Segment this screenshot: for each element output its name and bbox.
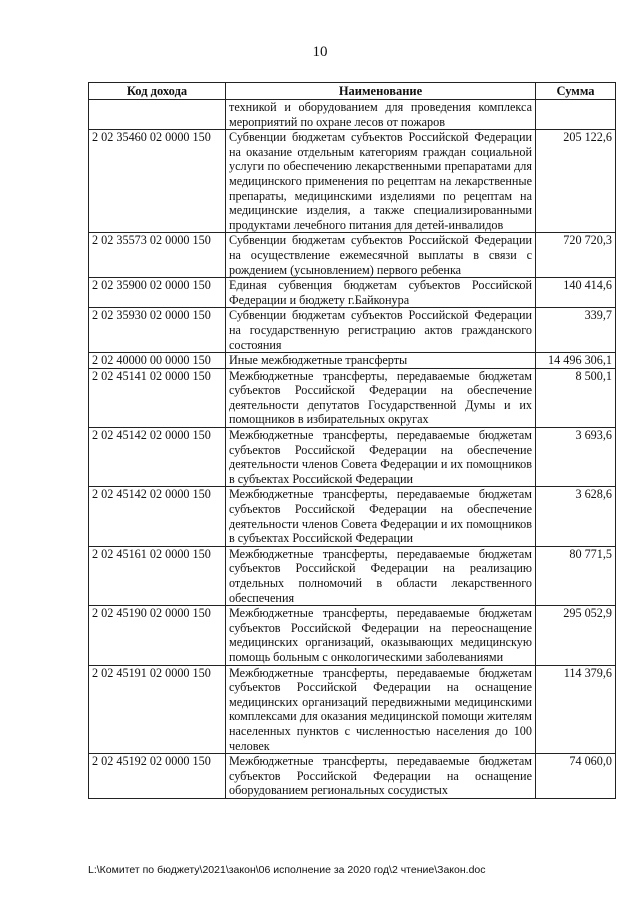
row-name: Межбюджетные трансферты, передаваемые бюджетам субъектов Российской Федерации на обеспечение деятельности членов Совета Федерации и их помощников в субъектах Российской Федерации <box>226 487 536 546</box>
row-code: 2 02 45192 02 0000 150 <box>89 754 226 799</box>
row-code: 2 02 35460 02 0000 150 <box>89 130 226 233</box>
row-name: Иные межбюджетные трансферты <box>226 353 536 369</box>
header-name: Наименование <box>226 83 536 100</box>
row-sum: 14 496 306,1 <box>536 353 616 369</box>
table-row <box>89 278 616 308</box>
table-row <box>89 308 616 353</box>
row-sum: 720 720,3 <box>536 233 616 278</box>
header-code: Код дохода <box>89 83 226 100</box>
row-sum: 114 379,6 <box>536 665 616 754</box>
row-code: 2 02 45191 02 0000 150 <box>89 665 226 754</box>
row-name: Субвенции бюджетам субъектов Российской Федерации на оказание отдельным категориям граждан социальной услуги по обеспечению лекарственными препаратами для медицинского применения по рецептам на лекарственные препараты, медицинскими изделиями по рецептам на медицинские изделия, а также специализированными продуктами лечебного питания для детей-инвалидов <box>226 130 536 233</box>
revenue-table <box>88 82 616 799</box>
table-row <box>89 546 616 605</box>
row-name: Межбюджетные трансферты, передаваемые бюджетам субъектов Российской Федерации на оснащение оборудованием региональных сосудистых <box>226 754 536 799</box>
row-code: 2 02 45142 02 0000 150 <box>89 487 226 546</box>
row-sum: 8 500,1 <box>536 368 616 427</box>
table-header-row <box>89 83 616 100</box>
row-sum <box>536 100 616 130</box>
row-name: Субвенции бюджетам субъектов Российской Федерации на осуществление ежемесячной выплаты в связи с рождением (усыновлением) первого ребенка <box>226 233 536 278</box>
row-code: 2 02 35900 02 0000 150 <box>89 278 226 308</box>
table-row <box>89 665 616 754</box>
row-code: 2 02 40000 00 0000 150 <box>89 353 226 369</box>
page-number: 10 <box>312 44 328 60</box>
row-sum: 140 414,6 <box>536 278 616 308</box>
row-sum: 295 052,9 <box>536 606 616 665</box>
row-name: техникой и оборудованием для проведения комплекса мероприятий по охране лесов от пожаров <box>226 100 536 130</box>
row-code <box>89 100 226 130</box>
table-row <box>89 233 616 278</box>
header-sum: Сумма <box>536 83 616 100</box>
row-name: Межбюджетные трансферты, передаваемые бюджетам субъектов Российской Федерации на реализацию отдельных полномочий в области лекарственного обеспечения <box>226 546 536 605</box>
table-row <box>89 606 616 665</box>
table-row <box>89 368 616 427</box>
table-row <box>89 754 616 799</box>
table-row <box>89 100 616 130</box>
row-sum: 74 060,0 <box>536 754 616 799</box>
row-code: 2 02 35930 02 0000 150 <box>89 308 226 353</box>
row-sum: 80 771,5 <box>536 546 616 605</box>
row-name: Межбюджетные трансферты, передаваемые бюджетам субъектов Российской Федерации на переоснащение медицинских организаций, оказывающих медицинскую помощь больным с онкологическими заболеваниями <box>226 606 536 665</box>
row-code: 2 02 45142 02 0000 150 <box>89 428 226 487</box>
row-sum: 339,7 <box>536 308 616 353</box>
row-code: 2 02 45161 02 0000 150 <box>89 546 226 605</box>
row-name: Межбюджетные трансферты, передаваемые бюджетам субъектов Российской Федерации на обеспечение деятельности членов Совета Федерации и их помощников в субъектах Российской Федерации <box>226 428 536 487</box>
table-row <box>89 428 616 487</box>
table-row <box>89 130 616 233</box>
row-name: Субвенции бюджетам субъектов Российской Федерации на государственную регистрацию актов гражданского состояния <box>226 308 536 353</box>
row-name: Единая субвенция бюджетам субъектов Российской Федерации и бюджету г.Байконура <box>226 278 536 308</box>
row-code: 2 02 45141 02 0000 150 <box>89 368 226 427</box>
table-row <box>89 487 616 546</box>
row-sum: 205 122,6 <box>536 130 616 233</box>
row-name: Межбюджетные трансферты, передаваемые бюджетам субъектов Российской Федерации на оснащение медицинских организаций передвижными медицинскими комплексами для оказания медицинской помощи жителям населенных пунктов с численностью населения до 100 человек <box>226 665 536 754</box>
row-name: Межбюджетные трансферты, передаваемые бюджетам субъектов Российской Федерации на обеспечение деятельности депутатов Государственной Думы и их помощников в избирательных округах <box>226 368 536 427</box>
footer-file-path: L:\Комитет по бюджету\2021\закон\06 исполнение за 2020 год\2 чтение\Закон.doc <box>88 864 486 876</box>
row-code: 2 02 35573 02 0000 150 <box>89 233 226 278</box>
table-row <box>89 353 616 369</box>
row-sum: 3 693,6 <box>536 428 616 487</box>
row-sum: 3 628,6 <box>536 487 616 546</box>
row-code: 2 02 45190 02 0000 150 <box>89 606 226 665</box>
